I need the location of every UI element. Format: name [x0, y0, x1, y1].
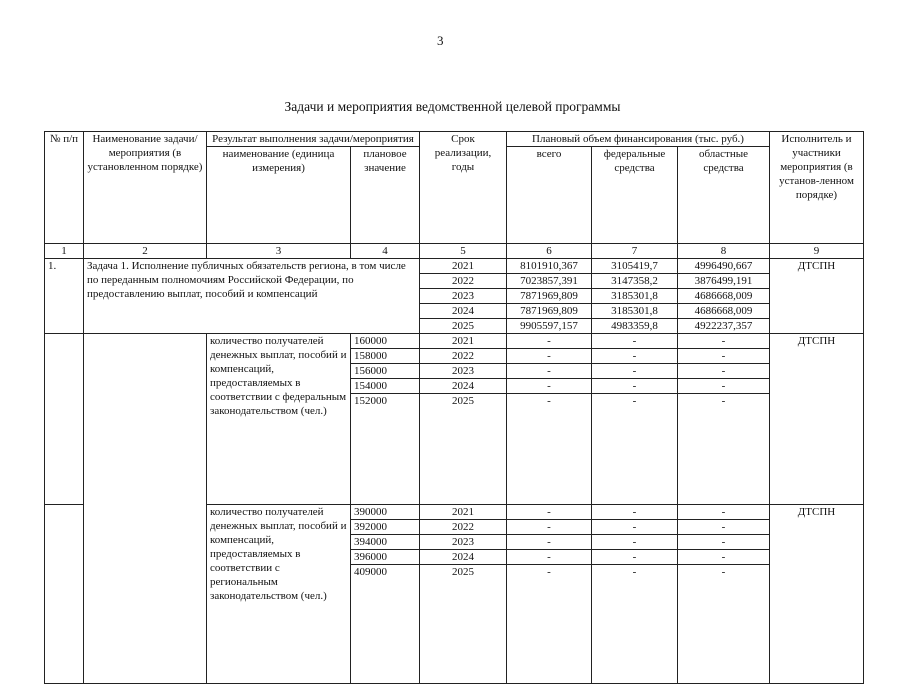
indicator1-executor: ДТСПН [770, 334, 864, 505]
indicator1-value: 156000 [351, 364, 420, 379]
col-number: 6 [507, 244, 592, 259]
task1-federal: 3185301,8 [592, 289, 678, 304]
indicator2-name: количество получателей денежных выплат, пособий и компенсаций, предоставляемых в соответствии с региональным законодательством (чел.) [207, 505, 351, 684]
indicator2-year: 2023 [420, 535, 507, 550]
col-number: 7 [592, 244, 678, 259]
indicator1-value: 160000 [351, 334, 420, 349]
indicator1-regional: - [678, 364, 770, 379]
task1-federal: 3185301,8 [592, 304, 678, 319]
indicator2-federal: - [592, 550, 678, 565]
indicator1-federal: - [592, 334, 678, 349]
indicator2-federal: - [592, 535, 678, 550]
task1-regional: 3876499,191 [678, 274, 770, 289]
indicator1-federal: - [592, 349, 678, 364]
task1-year: 2022 [420, 274, 507, 289]
col-number: 3 [207, 244, 351, 259]
task1-federal: 4983359,8 [592, 319, 678, 334]
indicator1-total: - [507, 379, 592, 394]
col-number: 9 [770, 244, 864, 259]
indicator2-year: 2021 [420, 505, 507, 520]
task1-total: 7871969,809 [507, 304, 592, 319]
col-number: 1 [45, 244, 84, 259]
task1-executor: ДТСПН [770, 259, 864, 334]
indicator2-regional: - [678, 505, 770, 520]
indicator2-value: 390000 [351, 505, 420, 520]
task1-regional: 4686668,009 [678, 289, 770, 304]
indicator1-total: - [507, 394, 592, 505]
header-indicator-name: наименование (единица измерения) [207, 147, 351, 244]
indicator1-year: 2023 [420, 364, 507, 379]
indicator1-year: 2025 [420, 394, 507, 505]
empty-cell [84, 334, 207, 684]
col-number: 2 [84, 244, 207, 259]
header-plan-value: плановое значение [351, 147, 420, 244]
indicator1-total: - [507, 364, 592, 379]
header-result: Результат выполнения задачи/мероприятия [207, 132, 420, 147]
task1-total: 8101910,367 [507, 259, 592, 274]
indicator2-year: 2022 [420, 520, 507, 535]
indicator2-value: 394000 [351, 535, 420, 550]
header-row-1 [45, 132, 864, 147]
task1-federal: 3105419,7 [592, 259, 678, 274]
task1-year: 2024 [420, 304, 507, 319]
program-table [44, 131, 864, 684]
indicator1-regional: - [678, 334, 770, 349]
indicator2-regional: - [678, 520, 770, 535]
indicator1-value: 154000 [351, 379, 420, 394]
document-title: Задачи и мероприятия ведомственной целевой программы [284, 99, 621, 114]
task1-total: 9905597,157 [507, 319, 592, 334]
indicator1-value: 152000 [351, 394, 420, 505]
indicator1-row [45, 334, 864, 349]
col-number: 8 [678, 244, 770, 259]
task1-name: Задача 1. Исполнение публичных обязательств региона, в том числе по переданным полномочиям Российской Федерации, по предоставлению выплат, пособий и компенсаций [84, 259, 420, 334]
indicator2-value: 392000 [351, 520, 420, 535]
page-number: 3 [437, 33, 444, 48]
task1-regional: 4922237,357 [678, 319, 770, 334]
task1-year: 2023 [420, 289, 507, 304]
header-regional: областные средства [678, 147, 770, 244]
indicator2-value: 409000 [351, 565, 420, 684]
indicator1-name: количество получателей денежных выплат, пособий и компенсаций, предоставляемых в соответствии с федеральным законодательством (чел.) [207, 334, 351, 505]
indicator2-total: - [507, 565, 592, 684]
indicator2-executor: ДТСПН [770, 505, 864, 684]
task1-regional: 4686668,009 [678, 304, 770, 319]
header-financing: Плановый объем финансирования (тыс. руб.) [507, 132, 770, 147]
header-federal: федеральные средства [592, 147, 678, 244]
indicator2-federal: - [592, 520, 678, 535]
task1-year: 2021 [420, 259, 507, 274]
indicator2-regional: - [678, 535, 770, 550]
header-term: Срок реализации, годы [420, 132, 507, 244]
col-number: 4 [351, 244, 420, 259]
indicator1-total: - [507, 349, 592, 364]
indicator2-total: - [507, 550, 592, 565]
indicator2-year: 2025 [420, 565, 507, 684]
indicator1-total: - [507, 334, 592, 349]
indicator1-year: 2021 [420, 334, 507, 349]
task1-number: 1. [45, 259, 84, 334]
column-numbers-row [45, 244, 864, 259]
indicator2-federal: - [592, 505, 678, 520]
task1-federal: 3147358,2 [592, 274, 678, 289]
indicator1-federal: - [592, 379, 678, 394]
header-num: № п/п [45, 132, 84, 244]
header-task-name: Наименование задачи/ мероприятия (в установленном порядке) [84, 132, 207, 244]
indicator2-federal: - [592, 565, 678, 684]
indicator2-total: - [507, 505, 592, 520]
task1-regional: 4996490,667 [678, 259, 770, 274]
indicator1-regional: - [678, 349, 770, 364]
indicator1-year: 2024 [420, 379, 507, 394]
indicator2-regional: - [678, 565, 770, 684]
task1-year: 2025 [420, 319, 507, 334]
indicator2-year: 2024 [420, 550, 507, 565]
indicator1-value: 158000 [351, 349, 420, 364]
indicator2-regional: - [678, 550, 770, 565]
empty-cell [45, 334, 84, 505]
indicator1-federal: - [592, 364, 678, 379]
task1-total: 7871969,809 [507, 289, 592, 304]
indicator1-year: 2022 [420, 349, 507, 364]
indicator2-total: - [507, 535, 592, 550]
header-total: всего [507, 147, 592, 244]
indicator1-regional: - [678, 394, 770, 505]
empty-cell [45, 505, 84, 684]
header-executor: Исполнитель и участники мероприятия (в установ-ленном порядке) [770, 132, 864, 244]
indicator1-regional: - [678, 379, 770, 394]
indicator2-value: 396000 [351, 550, 420, 565]
indicator1-federal: - [592, 394, 678, 505]
task1-row [45, 259, 864, 274]
indicator2-total: - [507, 520, 592, 535]
task1-total: 7023857,391 [507, 274, 592, 289]
col-number: 5 [420, 244, 507, 259]
